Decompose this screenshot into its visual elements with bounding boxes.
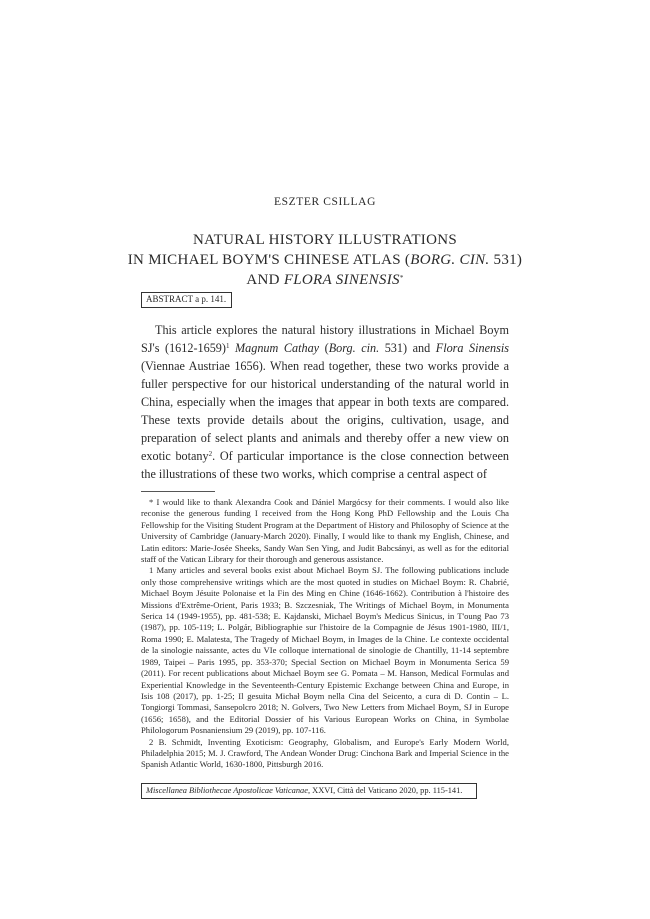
title-footnote-mark: * [399,274,404,282]
title-line-2: IN MICHAEL BOYM'S CHINESE ATLAS (BORG. CIN. 531) [127,252,523,268]
title-line-1: NATURAL HISTORY ILLUSTRATIONS [193,232,457,248]
article-title [0,230,650,290]
journal-citation-box: Miscellanea Bibliothecae Apostolicae Vaticanae, XXVI, Città del Vaticano 2020, pp. 115-141. [141,783,477,799]
author-name: ESZTER CSILLAG [274,196,376,208]
body-paragraph: This article explores the natural history illustrations in Michael Boym SJ's (1612-1659)$^1$ Magnum Cathay (Borg. cin. 531) and Flora Sinensis (Viennae Austriae 1656). When read together, these two works provide a fuller perspective for our historical understanding of the natural world in China, especially when the images that appear in both texts are compared. These texts provide details about the origins, cultivation, usage, and preparation of select plants and animals and thereby offer a new view on exotic botany$^2$. Of particular importance is the close connection between the illustrations of these two works, which comprise a central aspect of [141,323,510,481]
footnote-star: * I would like to thank Alexandra Cook and Dániel Margócsy for their comments. I would also like reconise the generous funding I received from the Hong Kong PhD Fellowship and the Louis Cha Fellowship for the Visiting Student Program at the Department of History and Philosophy of Science at the University of Cambridge (January-March 2020). Finally, I would like to thank my English, Chinese, and Latin editors: Marie-Josée Sheeks, Sandy Wan Sen Ying, and Judit Babcsányi, as well as for the editorial staff of the Vatican Library for their thorough and generous assistance. [141,497,509,565]
abstract-reference-box: ABSTRACT a p. 141. [141,292,232,308]
title-line-3: AND FLORA SINENSIS* [246,272,404,288]
footnote-separator [141,491,215,492]
footnote-ref-2: 2 [208,450,213,458]
footnote-1: 1 Many articles and several books exist about Michael Boym SJ. The following publications include only those comprehensive writings which are the most quoted in studies on Michael Boym: R. Chabrié, Michael Boym Jésuite Polonaise et la Fin des Ming en Chine (1646-1662). Contribution à l'histoire des Missions d'Extrême-Orient, Paris 1933; B. Szczesniak, The Writings of Michael Boym, in Monumenta Serica 14 (1949-1955), pp. 481-538; E. Kajdanski, Michael Boym's Medicus Sinicus, in T'oung Pao 73 (1987), pp. 105-119; L. Polgár, Bibliographie sur l'histoire de la Compagnie de Jésus 1901-1980, III/1, Roma 1990; E. Malatesta, The Tragedy of Michael Boym, in Images de la Chine. Le contexte occidental de la sinologie naissante, actes du VIe colloque international de sinologie de Chantilly, 11-14 septembre 1989, Taipei – Paris 1995, pp. 353-370; Special Section on Michael Boym in Monumenta Serica 59 (2011). For recent publications about Michael Boym see G. Pomata – M. Hanson, Medical Formulas and Experiential Knowledge in the Seventeenth-Century Epistemic Exchange between China and Europe, in Isis 108 (2017), pp. 1-25; Il gesuita Michał Boym nella Cina del Seicento, a cura di D. Contin – L. Tongiorgi Tommasi, Sansepolcro 2018; N. Golvers, Two New Letters from Michael Boym, SJ in Europe (1656; 1658), and the Editorial Dossier of his Various European Works on China, in Symbolae Philologorum Posnaniensium 29 (2019), pp. 107-116. [141,565,509,736]
footnotes [141,497,509,771]
footnote-ref-1: 1 [225,342,230,350]
footnote-2: 2 B. Schmidt, Inventing Exoticism: Geography, Globalism, and Europe's Early Modern World, Philadelphia 2015; M. J. Crawford, The Andean Wonder Drug: Cinchona Bark and Imperial Science in the Spanish Atlantic World, 1630-1800, Pittsburgh 2016. [141,736,509,770]
